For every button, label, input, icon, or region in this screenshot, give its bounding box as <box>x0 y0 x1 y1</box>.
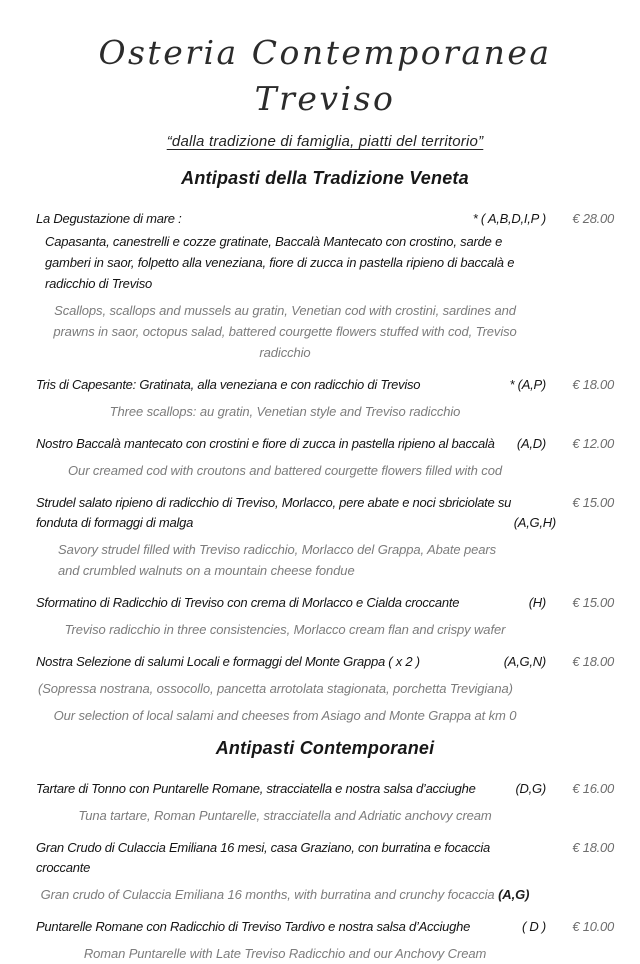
item-title-row <box>36 652 614 672</box>
item-title-row-2 <box>36 513 614 533</box>
item-name: Tris di Capesante: Gratinata, alla veneziana e con radicchio di Treviso <box>36 377 421 392</box>
menu-subtitle-text: “dalla tradizione di famiglia, piatti del territorio” <box>166 133 484 150</box>
menu-item <box>36 917 614 964</box>
item-translation <box>36 884 614 905</box>
item-title-row <box>36 434 614 454</box>
item-price: € 18.00 <box>572 377 614 392</box>
menu-item <box>36 779 614 826</box>
item-title-row <box>36 779 614 799</box>
item-translation <box>36 943 614 964</box>
item-title-row <box>36 838 614 878</box>
item-allergens-line2: (A,G,H) <box>513 515 556 530</box>
item-translation-text: Gran crudo of Culaccia Emiliana 16 months, with burratina and crunchy focaccia <box>40 887 495 902</box>
menu-item <box>36 838 614 905</box>
item-allergens: (D,G) <box>515 781 546 796</box>
item-detail-it: Capasanta, canestrelli e cozze gratinate, Baccalà Mantecato con crostino, sarde e gamberi in saor, folpetto alla veneziana, fiore di zucca in pastella ripieno di baccalà e radicchio di Treviso <box>45 234 515 291</box>
menu-item <box>36 652 614 726</box>
item-translation-text: Scallops, scallops and mussels au gratin, Venetian cod with crostini, sardines and prawns in saor, octopus salad, battered courgette flowers stuffed with cod, Treviso radicchio <box>53 303 517 360</box>
item-translation-text: Our creamed cod with croutons and battered courgette flowers filled with cod <box>68 463 502 478</box>
section-items <box>36 779 614 964</box>
item-name: Tartare di Tonno con Puntarelle Romane, stracciatella e nostra salsa d’acciughe <box>36 781 476 796</box>
item-price: € 15.00 <box>572 495 614 510</box>
item-allergens: (H) <box>528 595 546 610</box>
item-translation-text: Roman Puntarelle with Late Treviso Radicchio and our Anchovy Cream <box>83 946 487 961</box>
item-translation <box>36 619 614 640</box>
section-heading: Antipasti della Tradizione Veneta <box>181 168 469 188</box>
menu-section <box>36 738 614 964</box>
item-title-row <box>36 375 614 395</box>
item-translation <box>36 460 614 481</box>
item-name: Nostra Selezione di salumi Locali e formaggi del Monte Grappa ( x 2 ) <box>36 654 420 669</box>
translation-allergens-suffix: (A,G) <box>498 887 530 902</box>
item-translation-text: Our selection of local salami and cheeses from Asiago and Monte Grappa at km 0 <box>53 708 517 723</box>
item-translation-text: Three scallops: au gratin, Venetian style and Treviso radicchio <box>109 404 461 419</box>
item-price: € 16.00 <box>572 781 614 796</box>
item-name: Sformatino di Radicchio di Treviso con crema di Morlacco e Cialda croccante <box>36 595 460 610</box>
item-title-row <box>36 209 614 229</box>
menu-section <box>36 168 614 726</box>
item-price: € 15.00 <box>572 595 614 610</box>
item-allergens: * (A,P) <box>509 377 546 392</box>
item-title-row <box>36 593 614 613</box>
item-name: Gran Crudo di Culaccia Emiliana 16 mesi, casa Graziano, con burratina e focaccia croccante <box>36 840 491 875</box>
item-name: Nostro Baccalà mantecato con crostini e fiore di zucca in pastella ripieno al baccalà <box>36 436 495 451</box>
item-translation-text: Treviso radicchio in three consistencies, Morlacco cream flan and crispy wafer <box>64 622 506 637</box>
item-translation <box>36 705 614 726</box>
item-translation-text: Tuna tartare, Roman Puntarelle, stracciatella and Adriatic anchovy cream <box>78 808 492 823</box>
item-price: € 10.00 <box>572 919 614 934</box>
section-items <box>36 209 614 726</box>
item-translation <box>36 300 614 363</box>
menu-item <box>36 593 614 640</box>
menu-body <box>36 168 614 964</box>
item-translation <box>36 401 614 422</box>
item-price: € 28.00 <box>572 211 614 226</box>
item-allergens: (A,G,N) <box>503 654 546 669</box>
item-price: € 18.00 <box>572 654 614 669</box>
item-name: La Degustazione di mare : <box>36 211 182 226</box>
item-note: (Sopressa nostrana, ossocollo, pancetta arrotolata stagionata, porchetta Trevigiana) <box>38 681 513 696</box>
section-heading: Antipasti Contemporanei <box>215 738 435 758</box>
item-price: € 18.00 <box>572 840 614 855</box>
menu-item <box>36 493 614 581</box>
item-name: Puntarelle Romane con Radicchio di Treviso Tardivo e nostra salsa d’Acciughe <box>36 919 471 934</box>
item-allergens: (A,D) <box>516 436 546 451</box>
restaurant-title: Osteria Contemporanea Treviso <box>98 33 552 118</box>
menu-subtitle <box>36 133 614 150</box>
menu-item <box>36 375 614 422</box>
item-allergens: ( D ) <box>521 919 546 934</box>
item-translation <box>36 539 614 581</box>
item-translation <box>36 805 614 826</box>
item-allergens: * ( A,B,D,I,P ) <box>472 211 546 226</box>
item-price: € 12.00 <box>572 436 614 451</box>
item-name-line2: fonduta di formaggi di malga <box>36 515 194 530</box>
item-name: Strudel salato ripieno di radicchio di Treviso, Morlacco, pere abate e noci sbriciolate su <box>36 495 512 510</box>
item-translation-text: Savory strudel filled with Treviso radicchio, Morlacco del Grappa, Abate pears and crumbled walnuts on a mountain cheese fondue <box>58 542 497 578</box>
item-title-row <box>36 493 614 513</box>
menu-item <box>36 209 614 363</box>
menu-item <box>36 434 614 481</box>
item-title-row <box>36 917 614 937</box>
